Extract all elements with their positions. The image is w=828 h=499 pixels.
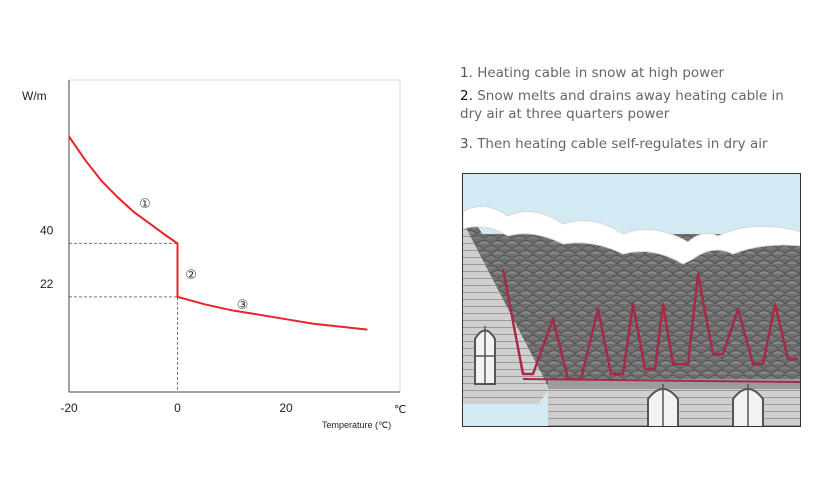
legend-item-self-regulates <box>460 135 768 153</box>
legend-text: Then heating cable self-regulates in dry air <box>477 136 768 152</box>
legend-number: 3. <box>460 136 473 152</box>
x-axis-label: Temperature (℃) <box>322 420 392 430</box>
x-tick-label: 20 <box>279 401 293 415</box>
y-tick-labels <box>40 223 54 290</box>
chart-plot-frame <box>69 80 400 392</box>
guide-lines <box>69 243 178 392</box>
y-axis-label: W/m <box>22 89 47 103</box>
legend-item-snow-melts <box>460 87 810 123</box>
legend-text: Snow melts and drains away heating cable in dry air at three quarters power <box>460 88 784 122</box>
y-tick-label: 22 <box>40 276 54 291</box>
x-tick-label: 0 <box>174 401 181 415</box>
curve-annotation: ③ <box>236 297 249 313</box>
curve-annotation: ② <box>185 268 197 284</box>
legend-item-high-power <box>460 64 724 82</box>
y-tick-label: 40 <box>40 223 54 238</box>
legend-number: 2. <box>460 88 473 104</box>
window-left <box>475 326 495 384</box>
x-tick-labels <box>60 401 293 415</box>
power-curve-line <box>69 137 367 330</box>
roof-illustration <box>462 173 801 427</box>
legend-text: Heating cable in snow at high power <box>477 65 725 81</box>
legend-number: 1. <box>460 65 473 81</box>
curve-annotations <box>139 197 248 313</box>
chart-panel <box>0 0 420 440</box>
x-tick-label: -20 <box>60 401 78 415</box>
curve-annotation: ① <box>139 196 151 212</box>
x-unit-label: ℃ <box>394 403 407 416</box>
roof-heating-cable-picture <box>463 174 801 427</box>
